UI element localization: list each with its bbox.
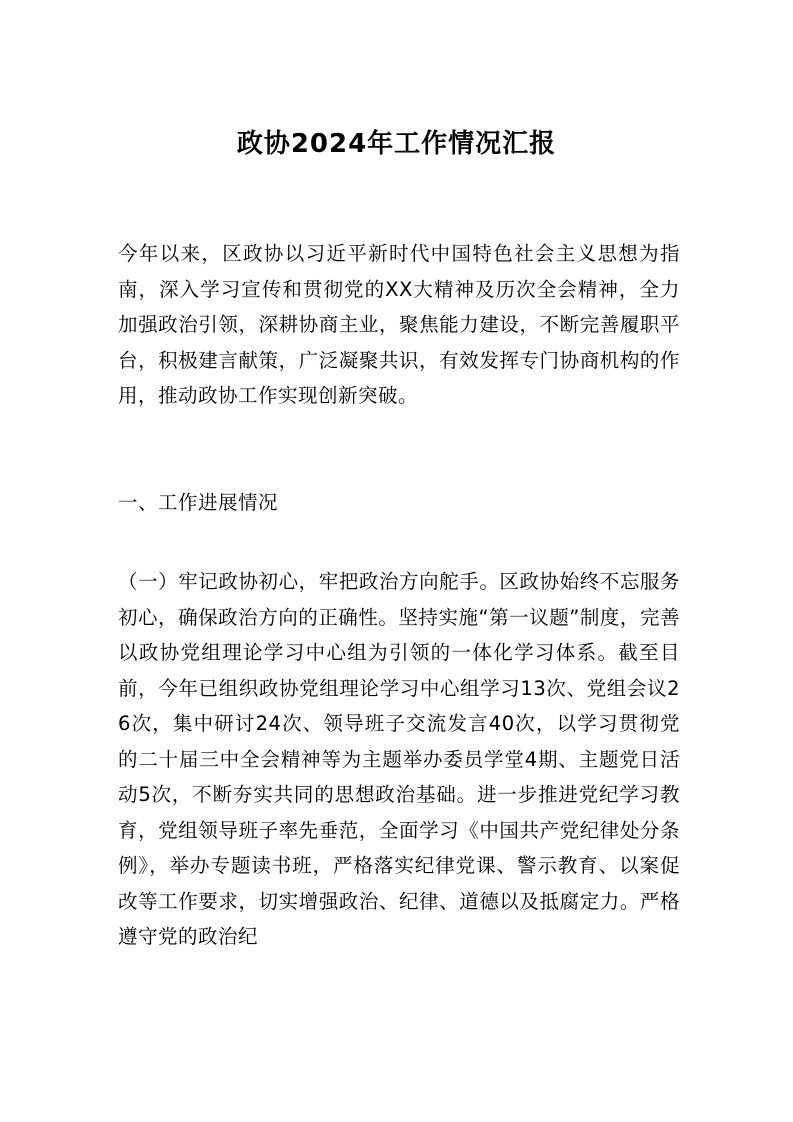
intro-paragraph: 今年以来，区政协以习近平新时代中国特色社会主义思想为指南，深入学习宣传和贯彻党的XX大精神及历次全会精神，全力加强政治引领，深耕协商主业，聚焦能力建设，不断完善履职平台，积极建言献策，广泛凝聚共识，有效发挥专门协商机构的作用，推动政协工作实现创新突破。 [118, 242, 680, 407]
section-paragraph: （一）牢记政协初心，牢把政治方向舵手。区政协始终不忘服务初心，确保政治方向的正确性。坚持实施“第一议题”制度，完善以政协党组理论学习中心组为引领的一体化学习体系。截至目前，今年已组织政协党组理论学习中心组学习13次、党组会议26次，集中研讨24次、领导班子交流发言40次，以学习贯彻党的二十届三中全会精神等为主题举办委员学堂4期、主题党日活动5次，不断夯实共同的思想政治基础。进一步推进党纪学习教育，党组领导班子率先垂范，全面学习《中国共产党纪律处分条例》，举办专题读书班，严格落实纪律党课、警示教育、以案促改等工作要求，切实增强政治、纪律、道德以及抵腐定力。严格遵守党的政治纪 [118, 570, 680, 948]
section-heading: 一、工作进展情况 [118, 491, 279, 514]
document-title: 政协2024年工作情况汇报 [236, 129, 557, 159]
